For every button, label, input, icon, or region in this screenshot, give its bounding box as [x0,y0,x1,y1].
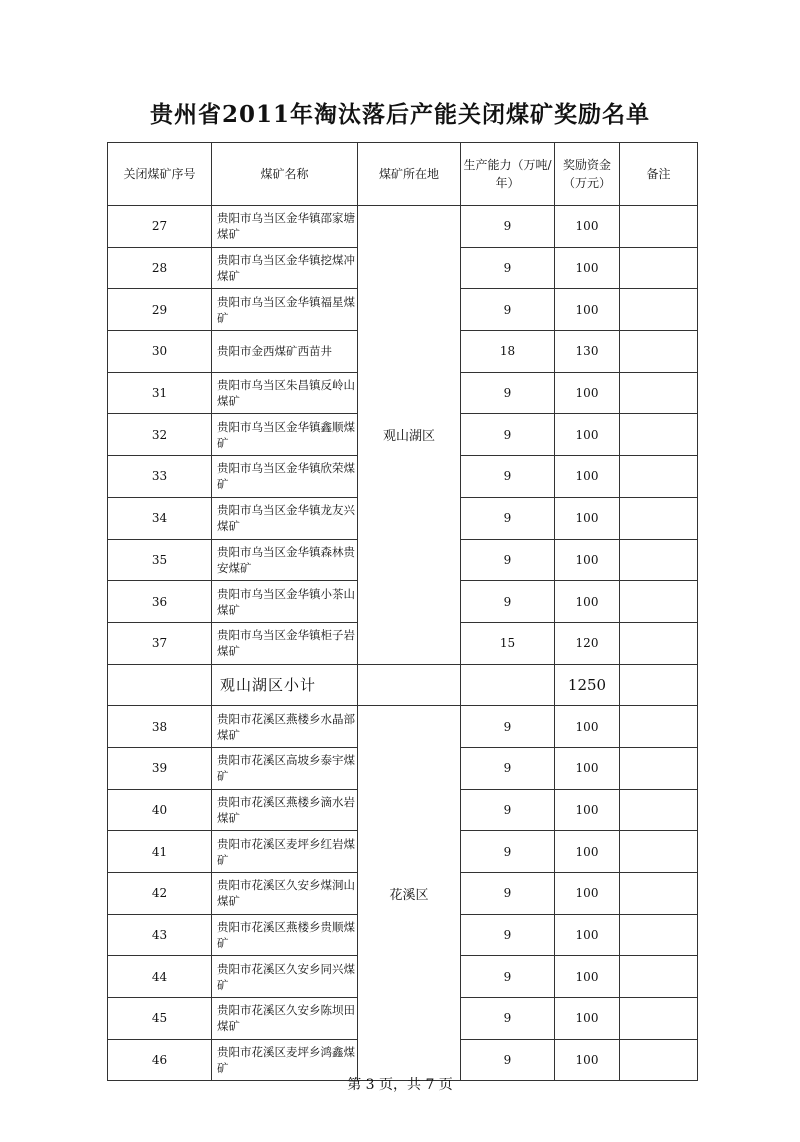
row-seq: 41 [108,831,212,873]
row-reward: 100 [555,831,620,873]
reward-table [107,142,698,1081]
subtotal-remark [620,664,698,706]
row-remark [620,581,698,623]
row-reward: 100 [555,247,620,289]
row-capacity: 9 [461,206,555,248]
row-capacity: 9 [461,873,555,915]
row-capacity: 9 [461,456,555,498]
subtotal-reward: 1250 [555,664,620,706]
row-capacity: 18 [461,331,555,373]
row-name: 贵阳市乌当区金华镇森林贵安煤矿 [212,539,358,581]
row-name: 贵阳市乌当区朱昌镇反岭山煤矿 [212,372,358,414]
row-location: 观山湖区 [358,206,461,665]
row-remark [620,206,698,248]
row-capacity: 9 [461,372,555,414]
row-capacity: 9 [461,247,555,289]
row-remark [620,747,698,789]
row-reward: 100 [555,539,620,581]
row-remark [620,873,698,915]
row-remark [620,539,698,581]
row-remark [620,956,698,998]
row-name: 贵阳市花溪区燕楼乡水晶部煤矿 [212,706,358,748]
row-seq: 42 [108,873,212,915]
header-capacity: 生产能力（万吨/年） [461,143,555,206]
row-name: 贵阳市乌当区金华镇鑫顺煤矿 [212,414,358,456]
row-reward: 100 [555,456,620,498]
row-seq: 36 [108,581,212,623]
row-seq: 44 [108,956,212,998]
row-name: 贵阳市花溪区久安乡同兴煤矿 [212,956,358,998]
table-header-row [108,143,698,206]
table-body [108,206,698,1081]
row-capacity: 9 [461,956,555,998]
row-reward: 100 [555,747,620,789]
subtotal-label: 观山湖区小计 [212,664,358,706]
row-reward: 100 [555,372,620,414]
row-reward: 100 [555,414,620,456]
row-seq: 33 [108,456,212,498]
row-name: 贵阳市乌当区金华镇龙友兴煤矿 [212,497,358,539]
row-name: 贵阳市花溪区燕楼乡贵顺煤矿 [212,914,358,956]
row-seq: 39 [108,747,212,789]
row-capacity: 15 [461,622,555,664]
row-name: 贵阳市金西煤矿西苗井 [212,331,358,373]
row-capacity: 9 [461,998,555,1040]
row-capacity: 9 [461,414,555,456]
row-name: 贵阳市乌当区金华镇挖煤冲煤矿 [212,247,358,289]
row-remark [620,914,698,956]
subtotal-row [108,664,698,706]
row-seq: 28 [108,247,212,289]
row-capacity: 9 [461,581,555,623]
row-capacity: 9 [461,497,555,539]
row-seq: 27 [108,206,212,248]
row-name: 贵阳市花溪区久安乡煤洞山煤矿 [212,873,358,915]
row-seq: 37 [108,622,212,664]
row-name: 贵阳市花溪区久安乡陈坝田煤矿 [212,998,358,1040]
row-reward: 100 [555,497,620,539]
row-reward: 100 [555,1039,620,1081]
row-seq: 34 [108,497,212,539]
row-remark [620,414,698,456]
row-name: 贵阳市乌当区金华镇欣荣煤矿 [212,456,358,498]
row-remark [620,497,698,539]
row-seq: 45 [108,998,212,1040]
row-seq: 29 [108,289,212,331]
row-capacity: 9 [461,289,555,331]
header-reward: 奖励资金（万元） [555,143,620,206]
row-capacity: 9 [461,1039,555,1081]
row-seq: 43 [108,914,212,956]
row-name: 贵阳市花溪区麦坪乡红岩煤矿 [212,831,358,873]
row-capacity: 9 [461,539,555,581]
row-seq: 35 [108,539,212,581]
header-seq: 关闭煤矿序号 [108,143,212,206]
row-name: 贵阳市花溪区高坡乡泰宇煤矿 [212,747,358,789]
row-reward: 100 [555,998,620,1040]
subtotal-location [358,664,461,706]
row-reward: 100 [555,706,620,748]
row-remark [620,247,698,289]
row-remark [620,831,698,873]
row-name: 贵阳市乌当区金华镇邵家塘煤矿 [212,206,358,248]
row-seq: 31 [108,372,212,414]
table-row [108,706,698,748]
header-remark: 备注 [620,143,698,206]
row-name: 贵阳市乌当区金华镇小茶山煤矿 [212,581,358,623]
row-reward: 100 [555,914,620,956]
row-capacity: 9 [461,706,555,748]
row-seq: 32 [108,414,212,456]
row-remark [620,998,698,1040]
table-row [108,206,698,248]
row-name: 贵阳市花溪区燕楼乡滴水岩煤矿 [212,789,358,831]
header-name: 煤矿名称 [212,143,358,206]
header-location: 煤矿所在地 [358,143,461,206]
row-reward: 120 [555,622,620,664]
row-capacity: 9 [461,789,555,831]
row-capacity: 9 [461,831,555,873]
row-reward: 100 [555,956,620,998]
row-reward: 100 [555,581,620,623]
row-seq: 38 [108,706,212,748]
row-reward: 100 [555,206,620,248]
row-reward: 100 [555,873,620,915]
row-seq: 30 [108,331,212,373]
row-seq: 40 [108,789,212,831]
page-footer: 第 3 页，共 7 页 [347,1077,453,1093]
row-remark [620,289,698,331]
row-name: 贵阳市花溪区麦坪乡鸿鑫煤矿 [212,1039,358,1081]
row-reward: 130 [555,331,620,373]
row-seq: 46 [108,1039,212,1081]
row-remark [620,456,698,498]
row-name: 贵阳市乌当区金华镇柜子岩煤矿 [212,622,358,664]
row-capacity: 9 [461,914,555,956]
row-capacity: 9 [461,747,555,789]
row-remark [620,372,698,414]
row-reward: 100 [555,789,620,831]
row-remark [620,331,698,373]
subtotal-capacity [461,664,555,706]
document-title: 贵州省2011年淘汰落后产能关闭煤矿奖励名单 [149,101,650,128]
row-location: 花溪区 [358,706,461,1081]
subtotal-seq [108,664,212,706]
row-remark [620,706,698,748]
row-reward: 100 [555,289,620,331]
row-remark [620,789,698,831]
row-remark [620,622,698,664]
row-name: 贵阳市乌当区金华镇福星煤矿 [212,289,358,331]
